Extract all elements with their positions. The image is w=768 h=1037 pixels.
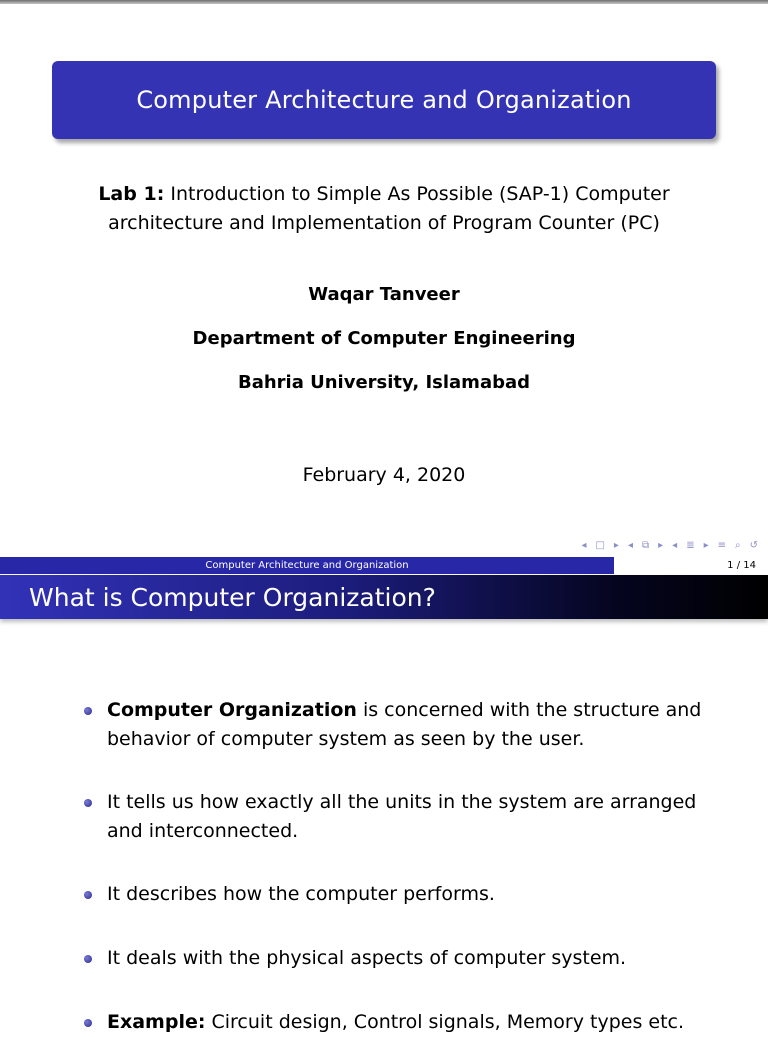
bullet-item [84, 696, 724, 754]
frame-title [0, 575, 768, 619]
presentation-title: Computer Architecture and Organization [136, 86, 632, 114]
beamer-navigation [581, 537, 758, 553]
bullet-item [84, 788, 724, 846]
bullet-item [84, 880, 724, 909]
bullet-item [84, 944, 724, 973]
bullet-bold: Example: [107, 1011, 206, 1033]
bullet-item [84, 1008, 724, 1037]
frame-icon[interactable]: □ [595, 539, 605, 551]
next-section-icon[interactable]: ▸ [703, 539, 709, 551]
author-name: Waqar Tanveer [308, 284, 460, 305]
prev-subsection-icon[interactable]: ◂ [627, 539, 633, 551]
bullet-text: is concerned with the structure and behavior of computer system as seen by the user. [107, 699, 702, 750]
department-name: Department of Computer Engineering [192, 328, 576, 349]
lab-subtitle-line2: architecture and Implementation of Program Counter (PC) [108, 212, 660, 234]
lab-subtitle [60, 180, 708, 238]
search-icon[interactable]: ⌕ [735, 539, 741, 551]
footer-bar [0, 557, 768, 574]
top-border [0, 0, 768, 4]
prev-frame-icon[interactable]: ◂ [581, 539, 587, 551]
bullet-text: Circuit design, Control signals, Memory types etc. [205, 1011, 685, 1033]
footer-title: Computer Architecture and Organization [0, 557, 614, 574]
university-name: Bahria University, Islamabad [237, 372, 531, 393]
lab-subtitle-line1: Introduction to Simple As Possible (SAP-1) Computer [170, 183, 670, 205]
lab-label: Lab 1: [98, 183, 165, 205]
frame-title-text: What is Computer Organization? [29, 582, 436, 612]
next-subsection-icon[interactable]: ▸ [658, 539, 664, 551]
bullet-text: It deals with the physical aspects of computer system. [107, 947, 627, 969]
align-icon[interactable]: ≡ [717, 539, 726, 551]
back-forward-icon[interactable]: ↺ [749, 539, 758, 551]
prev-section-icon[interactable]: ◂ [672, 539, 678, 551]
bullet-text: It describes how the computer performs. [107, 883, 495, 905]
subsection-icon[interactable]: ⧉ [641, 539, 650, 551]
section-icon[interactable]: ≣ [686, 539, 695, 551]
bullet-text: It tells us how exactly all the units in the system are arranged and interconnected. [107, 791, 697, 842]
bullet-bold: Computer Organization [107, 699, 357, 721]
presentation-date: February 4, 2020 [302, 464, 466, 486]
next-frame-icon[interactable]: ▸ [613, 539, 619, 551]
bullet-list [84, 696, 724, 1037]
presentation-title-box [52, 61, 716, 139]
page-number: 1 / 14 [614, 557, 768, 574]
